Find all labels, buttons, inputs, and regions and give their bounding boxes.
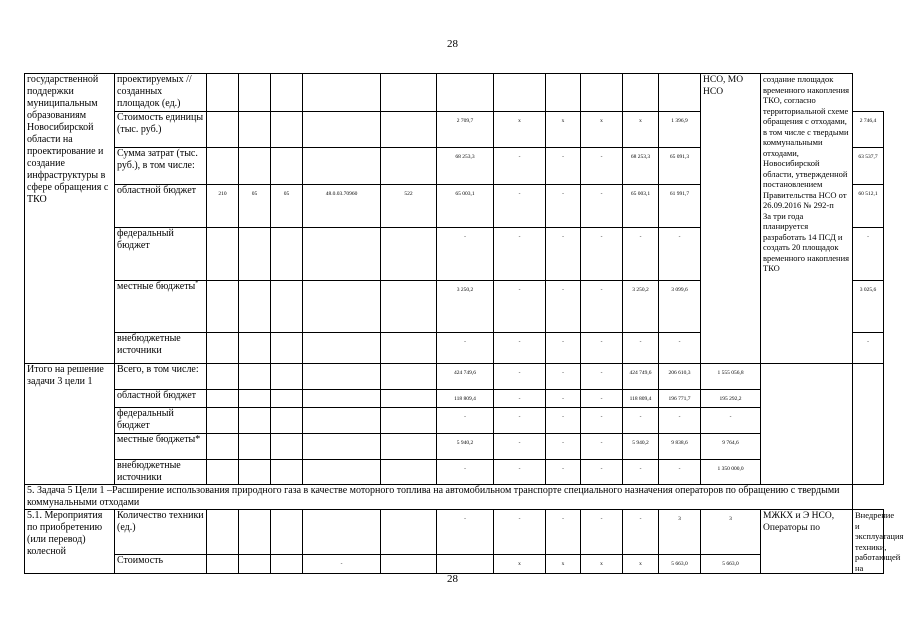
value-cell: 118 809,4 [623,390,659,408]
value-cell: 424 749,6 [437,364,494,390]
value-cell: - [437,333,494,364]
value-cell: 68 253,3 [623,148,659,185]
indicator-cell: внебюджетные источники [115,333,207,364]
value-cell: - [623,408,659,434]
value-cell: 196 771,7 [659,390,701,408]
value-cell: 3 [659,510,701,555]
value-cell: - [701,408,761,434]
code-cell: 48.0.03.70960 [303,185,381,228]
value-cell: х [581,554,623,573]
table-row [25,434,884,460]
table-row [25,74,884,112]
value-cell: 9 764,6 [701,434,761,460]
page-number-top: 28 [447,38,458,50]
value-cell: 3 250,2 [437,281,494,333]
indicator-cell: Стоимость единицы (тыс. руб.) [115,112,207,148]
indicator-cell: Количество техники (ед.) [115,510,207,555]
value-cell: х [623,554,659,573]
value-cell: - [494,185,546,228]
value-cell: - [581,434,623,460]
value-cell: - [494,408,546,434]
value-cell: - [437,408,494,434]
value-cell: 118 809,4 [437,390,494,408]
value-cell: - [623,460,659,485]
value-cell: 1 350 000,0 [701,460,761,485]
value-cell: 65 003,1 [623,185,659,228]
value-cell: - [623,510,659,555]
program-table [24,73,904,574]
value-cell: - [546,185,581,228]
value-cell: - [494,434,546,460]
value-cell: - [623,333,659,364]
total-label-cell: Итого на решение задачи 3 цели 1 [25,364,115,485]
code-cell: 05 [239,185,271,228]
value-cell: - [581,364,623,390]
value-cell: - [546,228,581,281]
code-cell: 522 [381,185,437,228]
value-cell: 5 663,0 [701,554,761,573]
value-cell: - [494,390,546,408]
indicator-cell: Сумма затрат (тыс. руб.), в том числе: [115,148,207,185]
code-cell: 210 [207,185,239,228]
indicator-cell: областной бюджет [115,185,207,228]
value-cell: - [303,554,381,573]
value-cell: х [494,554,546,573]
value-cell: 63 537,7 [853,148,884,185]
expected-result-cell: Внедрение и эксплуатация техники, работающей на [853,510,884,574]
value-cell: 5 663,0 [659,554,701,573]
table-row [25,390,884,408]
value-cell: - [581,228,623,281]
indicator-cell: Всего, в том числе: [115,364,207,390]
expected-result-cell: создание площадок временного накопления ТКО, согласно территориальной схеме обращения с отходами, в том числе с твердыми коммунальными отходами, Новосибирской области, утвержденной постановлением Правительства НСО от 26.09.2016 № 292-п За три года планируется разработать 14 ПСД и создать 20 площадок временного накопления ТКО [761,74,853,364]
value-cell: 2 746,4 [853,112,884,148]
value-cell: 3 099,6 [659,281,701,333]
value-cell: 2 709,7 [437,112,494,148]
value-cell: - [546,281,581,333]
value-cell: - [546,510,581,555]
indicator-cell: внебюджетные источники [115,460,207,485]
value-cell: 9 838,6 [659,434,701,460]
value-cell: 60 512,1 [853,185,884,228]
value-cell: х [546,112,581,148]
value-cell: - [581,333,623,364]
value-cell: - [546,148,581,185]
value-cell: - [659,408,701,434]
value-cell: 3 250,2 [623,281,659,333]
value-cell: х [581,112,623,148]
table-row [25,364,884,390]
value-cell: 68 253,3 [437,148,494,185]
value-cell: х [623,112,659,148]
value-cell: - [494,460,546,485]
measure-name-cell: 5.1. Мероприятия по приобретению (или перевод) колесной [25,510,115,574]
indicator-cell: местные бюджеты* [115,434,207,460]
value-cell: - [546,408,581,434]
value-cell: - [623,228,659,281]
value-cell: - [494,333,546,364]
value-cell: - [659,460,701,485]
value-cell: 3 025,6 [853,281,884,333]
indicator-cell: Стоимость [115,554,207,573]
measure-name-cell: государственной поддержки муниципальным образованиям Новосибирской области на проектирование и создание инфраструктуры в сфере обращения с ТКО [25,74,115,364]
value-cell: 61 991,7 [659,185,701,228]
value-cell: - [546,364,581,390]
table-row [25,485,884,510]
section-heading: 5. Задача 5 Цели 1 –Расширение использования природного газа в качестве моторного топлива на автомобильном транспорте специального назначения операторов по обращению с твердыми коммунальными отходами [25,485,853,510]
indicator-cell: проектируемых // созданных площадок (ед.) [115,74,207,112]
value-cell: 1 555 056,8 [701,364,761,390]
table-row [25,554,884,573]
value-cell: - [494,228,546,281]
value-cell: - [853,228,884,281]
value-cell: - [659,228,701,281]
value-cell: - [546,333,581,364]
value-cell: - [437,228,494,281]
value-cell: - [659,333,701,364]
value-cell: - [546,390,581,408]
value-cell: 65 091,3 [659,148,701,185]
indicator-cell: федеральный бюджет [115,408,207,434]
table-row [25,408,884,434]
value-cell: - [494,281,546,333]
value-cell: 206 610,3 [659,364,701,390]
table-row [25,510,884,555]
value-cell: - [581,510,623,555]
value-cell: 195 292,2 [701,390,761,408]
value-cell: 3 [701,510,761,555]
value-cell: 5 940,2 [623,434,659,460]
value-cell: 5 940,2 [437,434,494,460]
value-cell: - [546,434,581,460]
indicator-cell: областной бюджет [115,390,207,408]
executor-cell: НСО, МО НСО [701,74,761,364]
value-cell: - [581,185,623,228]
code-cell: 05 [271,185,303,228]
value-cell: 424 749,6 [623,364,659,390]
page-number-bottom: 28 [447,573,458,585]
footnote-mark: * [195,280,199,287]
value-cell: х [546,554,581,573]
value-cell: - [581,148,623,185]
value-cell: - [581,460,623,485]
value-cell: 65 003,1 [437,185,494,228]
table-row [25,460,884,485]
value-cell: - [581,408,623,434]
value-cell: - [581,390,623,408]
value-cell: - [437,510,494,555]
indicator-text: местные бюджеты [117,281,196,292]
value-cell: - [581,281,623,333]
value-cell: х [494,112,546,148]
indicator-cell [115,281,207,333]
executor-cell: МЖКХ и Э НСО, Операторы по [761,510,853,574]
value-cell: 1 396,9 [659,112,701,148]
value-cell: - [494,364,546,390]
value-cell: - [494,148,546,185]
value-cell: - [853,333,884,364]
value-cell: - [437,460,494,485]
indicator-cell: федеральный бюджет [115,228,207,281]
value-cell: - [546,460,581,485]
value-cell: - [494,510,546,555]
